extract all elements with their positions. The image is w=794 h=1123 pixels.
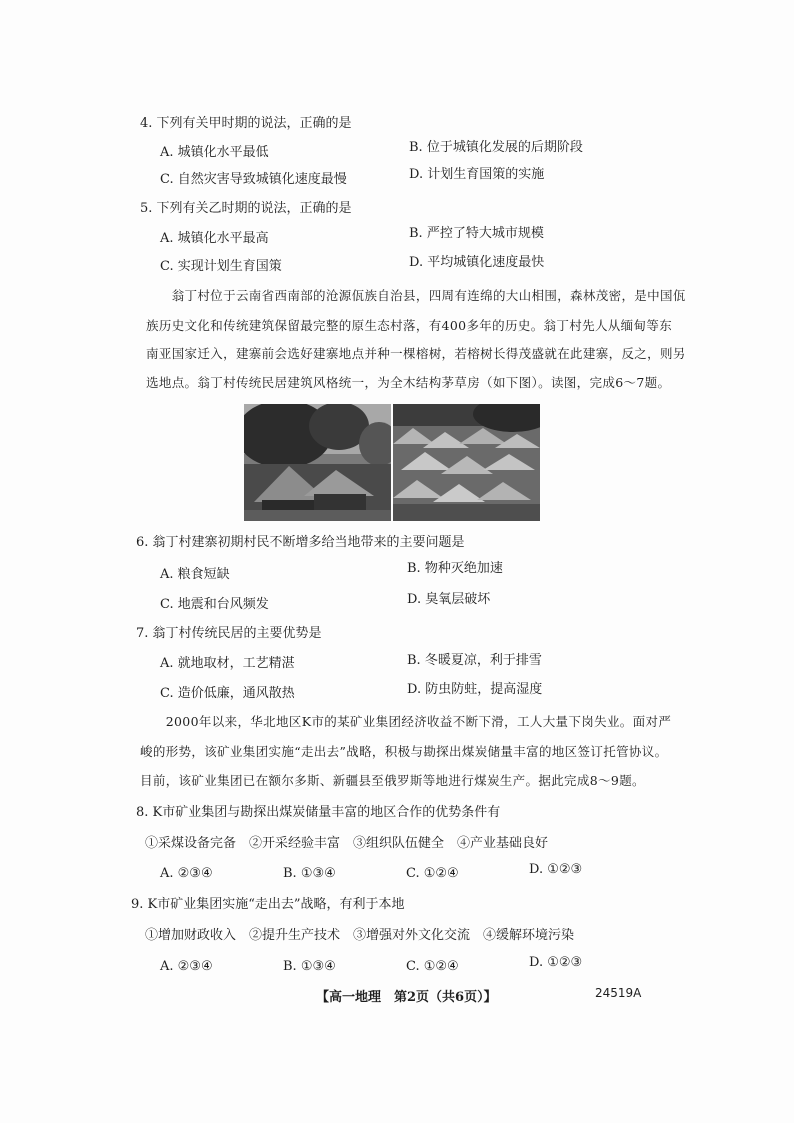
village-photo-right [393,404,540,521]
q7-option-b: B. 冬暖夏凉，利于排雪 [407,653,542,668]
q7-stem: 7. 翁丁村传统民居的主要优势是 [136,626,322,641]
passage1-line1: 翁丁村位于云南省西南部的沧源佤族自治县，四周有连绵的大山相围，森林茂密，是中国佤 [146,288,686,303]
passage2-line2: 峻的形势，该矿业集团实施“走出去”战略，积极与勘探出煤炭储量丰富的地区签订托管协议。 [140,744,668,759]
q6-option-b: B. 物种灭绝加速 [407,561,503,576]
q4-stem: 4. 下列有关甲时期的说法，正确的是 [140,116,352,131]
q8-option-a: A. ②③④ [160,866,213,881]
q5-stem: 5. 下列有关乙时期的说法，正确的是 [140,201,352,216]
q8-stem: 8. K市矿业集团与勘探出煤炭储量丰富的地区合作的优势条件有 [136,805,501,820]
q7-option-d: D. 防虫防蛀，提高湿度 [407,682,543,697]
q5-option-a: A. 城镇化水平最高 [160,231,269,246]
q8-option-b: B. ①③④ [283,866,336,881]
q8-option-d: D. ①②③ [529,862,583,877]
q7-option-a: A. 就地取材，工艺精湛 [160,656,295,671]
q4-option-d: D. 计划生育国策的实施 [409,167,545,182]
q9-option-a: A. ②③④ [160,959,213,974]
q6-option-c: C. 地震和台风频发 [160,597,269,612]
q9-option-b: B. ①③④ [283,959,336,974]
passage2-line3: 目前，该矿业集团已在额尔多斯、新疆县至俄罗斯等地进行煤炭生产。据此完成8～9题。 [140,773,645,788]
q9-option-d: D. ①②③ [529,955,583,970]
q4-option-c: C. 自然灾害导致城镇化速度最慢 [160,172,347,187]
q8-option-c: C. ①②④ [406,866,459,881]
passage1-line2: 族历史文化和传统建筑保留最完整的原生态村落，有400多年的历史。翁丁村先人从缅甸等东 [146,318,673,333]
q6-option-a: A. 粮食短缺 [160,567,230,582]
q6-option-d: D. 臭氧层破坏 [407,592,491,607]
q5-option-b: B. 严控了特大城市规模 [409,226,544,241]
q5-option-c: C. 实现计划生育国策 [160,259,282,274]
q5-option-d: D. 平均城镇化速度最快 [409,255,545,270]
passage1-line4: 选地点。翁丁村传统民居建筑风格统一，为全木结构茅草房（如下图）。读图，完成6～7题。 [146,375,671,390]
q9-stem: 9. K市矿业集团实施“走出去”战略，有利于本地 [131,897,405,912]
q4-option-b: B. 位于城镇化发展的后期阶段 [409,140,583,155]
q9-items: ①增加财政收入 ②提升生产技术 ③增强对外文化交流 ④缓解环境污染 [145,928,575,943]
page-footer: 【高一地理 第2页（共6页）】 [316,990,497,1005]
q8-items: ①采煤设备完备 ②开采经验丰富 ③组织队伍健全 ④产业基础良好 [145,836,549,851]
q6-stem: 6. 翁丁村建寨初期村民不断增多给当地带来的主要问题是 [136,535,465,550]
passage1-line3: 南亚国家迁入，建寨前会选好建寨地点并种一棵榕树，若榕树长得茂盛就在此建寨，反之，则另 [146,346,686,361]
q7-option-c: C. 造价低廉，通风散热 [160,686,295,701]
paper-code: 24519A [595,986,642,1000]
village-photo-left [244,404,391,521]
passage2-line1: 2000年以来，华北地区K市的某矿业集团经济收益不断下滑，工人大量下岗失业。面对严 [140,714,672,729]
q4-option-a: A. 城镇化水平最低 [160,145,269,160]
q9-option-c: C. ①②④ [406,959,459,974]
